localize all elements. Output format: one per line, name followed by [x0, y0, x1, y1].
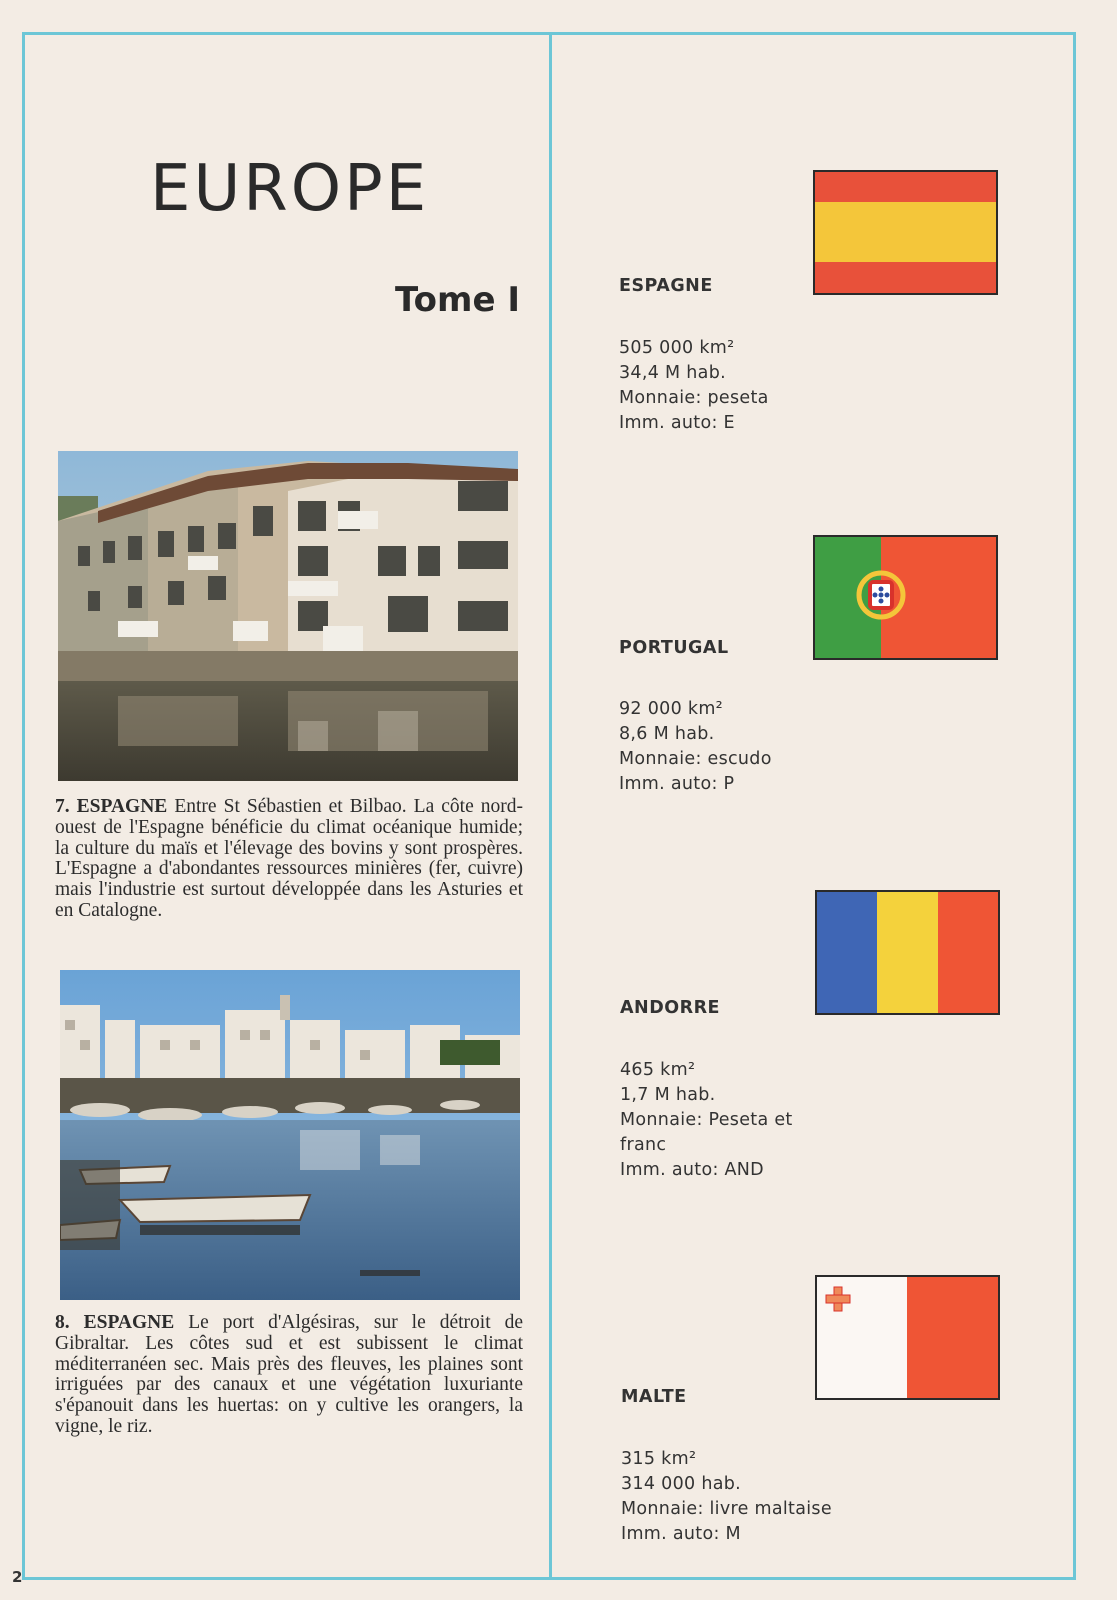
caption-number: 7. ESPAGNE — [55, 796, 168, 817]
page-subtitle: Tome I — [394, 280, 520, 320]
country-population: 8,6 M hab. — [619, 724, 715, 744]
spain-flag-icon — [813, 170, 998, 295]
country-name-espagne: ESPAGNE — [619, 276, 713, 296]
caption-number: 8. ESPAGNE — [55, 1312, 175, 1333]
country-facts-espagne — [619, 336, 769, 436]
country-plate: Imm. auto: P — [619, 774, 735, 794]
country-population: 34,4 M hab. — [619, 363, 726, 383]
country-facts-portugal — [619, 697, 772, 797]
country-facts-malte — [621, 1447, 832, 1547]
country-area: 505 000 km² — [619, 338, 735, 358]
country-area: 92 000 km² — [619, 699, 723, 719]
country-area: 465 km² — [620, 1060, 696, 1080]
country-population: 1,7 M hab. — [620, 1085, 716, 1105]
country-area: 315 km² — [621, 1449, 697, 1469]
page-title: EUROPE — [150, 152, 430, 226]
caption-text: Le port d'Algésiras, sur le détroit de Gibraltar. Les côtes sud et est subissent le climat méditerranéen sec. Mais près des fleuves, les plaines sont irriguées par des canaux et une végétation luxuriante s'épanouit dans les huertas: on y cultive les orangers, la vigne, le riz. — [55, 1312, 523, 1437]
country-facts-andorre — [620, 1058, 793, 1183]
country-name-portugal: PORTUGAL — [619, 638, 729, 658]
country-plate: Imm. auto: AND — [620, 1160, 764, 1180]
photo-espagne-houses — [58, 451, 518, 781]
country-currency: Monnaie: livre maltaise — [621, 1499, 832, 1519]
country-currency-continued: franc — [620, 1135, 667, 1155]
photo-espagne-port — [60, 970, 520, 1300]
andorra-flag-icon — [815, 890, 1000, 1015]
country-currency: Monnaie: peseta — [619, 388, 769, 408]
country-plate: Imm. auto: E — [619, 413, 735, 433]
caption-7 — [55, 797, 523, 922]
country-currency: Monnaie: escudo — [619, 749, 772, 769]
page-number: 2 — [12, 1568, 23, 1586]
column-divider — [549, 32, 552, 1580]
country-currency: Monnaie: Peseta et — [620, 1110, 793, 1130]
portugal-flag-icon — [813, 535, 998, 660]
country-name-andorre: ANDORRE — [620, 998, 720, 1018]
country-population: 314 000 hab. — [621, 1474, 742, 1494]
caption-8 — [55, 1313, 523, 1438]
caption-text: Entre St Sébastien et Bilbao. La côte nord-ouest de l'Espagne bénéficie du climat océanique humide; la culture du maïs et l'élevage des bovins y sont prospères. L'Espagne a d'abondantes ressources minières (fer, cuivre) mais l'industrie est surtout développée dans les Asturies et en Catalogne. — [55, 796, 523, 921]
country-plate: Imm. auto: M — [621, 1524, 741, 1544]
malta-flag-icon — [815, 1275, 1000, 1400]
country-name-malte: MALTE — [621, 1387, 687, 1407]
